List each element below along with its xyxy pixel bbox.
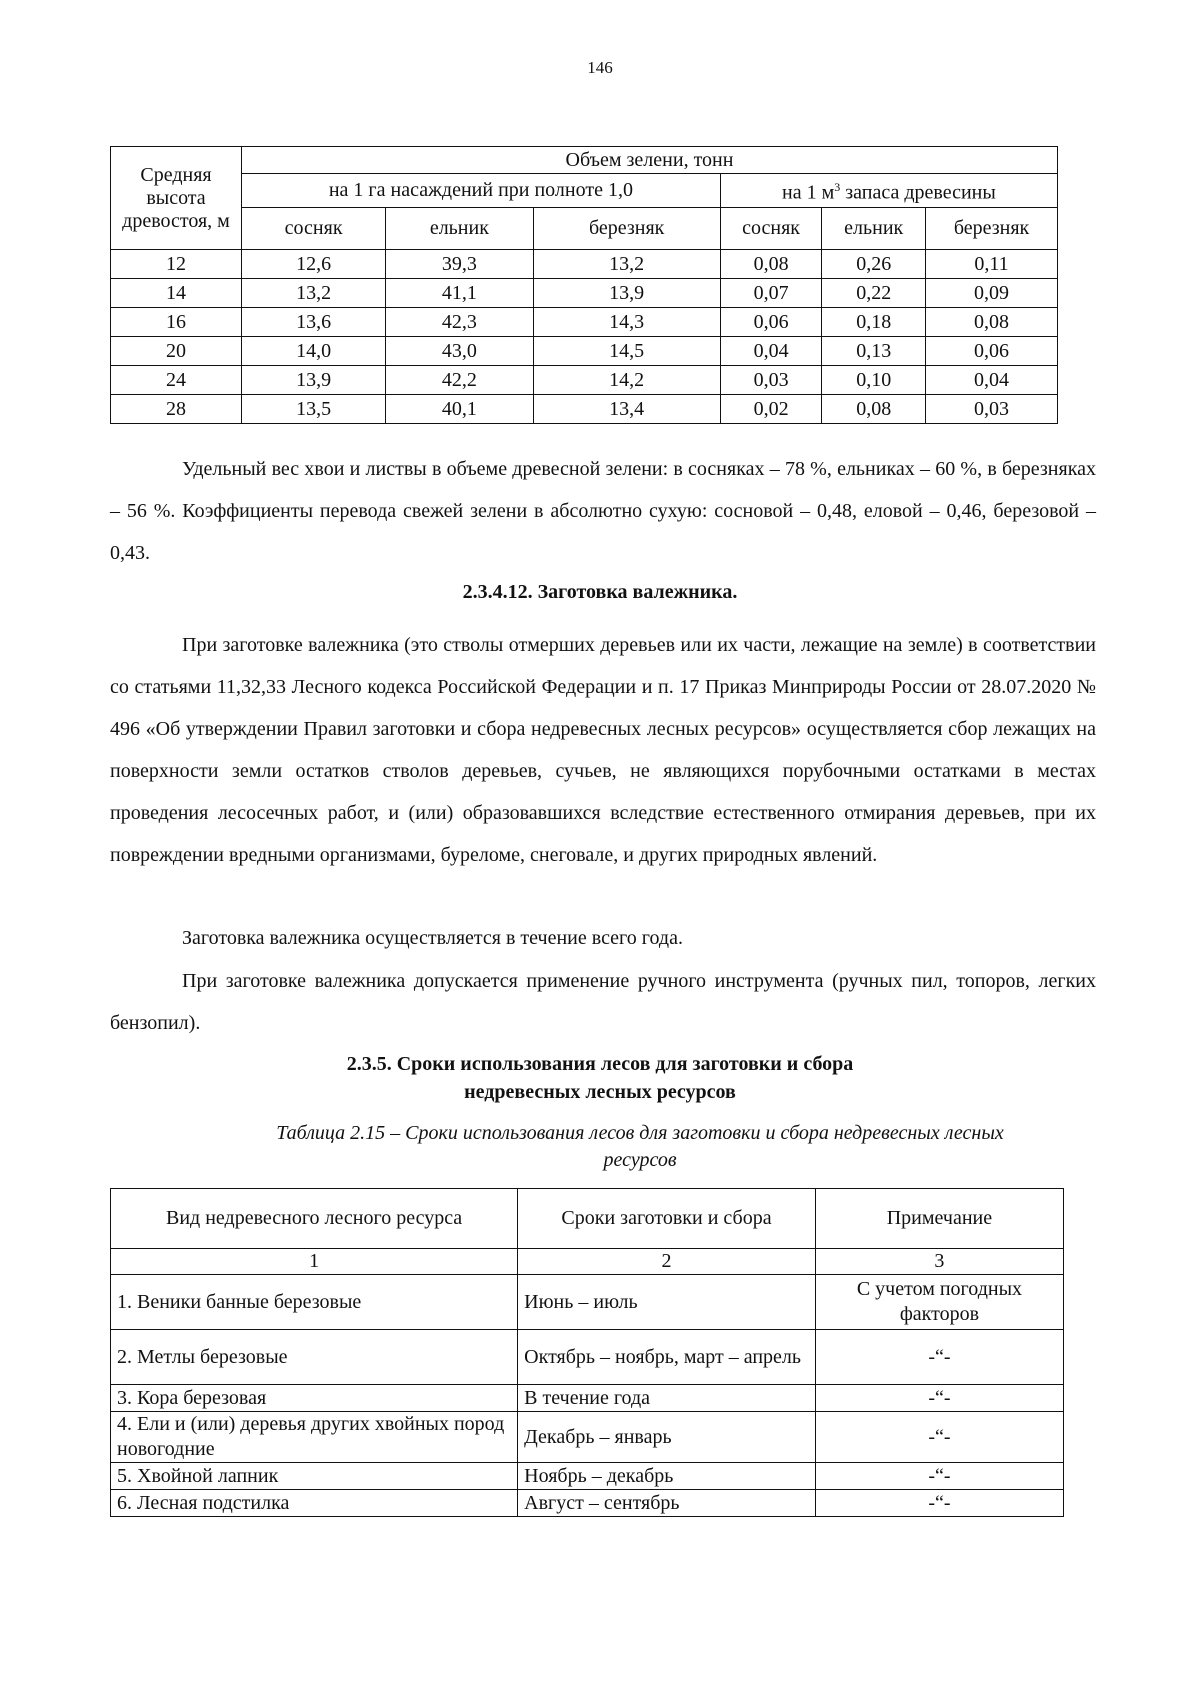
- table-cell: 0,04: [926, 366, 1058, 395]
- note-cell: -“-: [815, 1490, 1063, 1517]
- table-cell: 12,6: [242, 250, 386, 279]
- section-heading-terms: [0, 1050, 1200, 1106]
- table-cell: 0,06: [926, 337, 1058, 366]
- per-m3-header: на 1 $м^3$ запаса древесины: [720, 174, 1057, 208]
- table-cell: 0,10: [822, 366, 926, 395]
- table-caption-line2: ресурсов: [603, 1149, 677, 1171]
- note-cell: -“-: [815, 1463, 1063, 1490]
- table-cell: 0,18: [822, 308, 926, 337]
- resource-type-cell: 1. Веники банные березовые: [111, 1275, 518, 1330]
- table-cell: 39,3: [386, 250, 533, 279]
- note-header: Примечание: [815, 1189, 1063, 1249]
- section-heading-deadwood: 2.3.4.12. Заготовка валежника.: [462, 581, 738, 603]
- table-cell: 43,0: [386, 337, 533, 366]
- table-cell: 14,3: [533, 308, 720, 337]
- table-row: [111, 1463, 1064, 1490]
- resource-type-header: Вид недревесного лесного ресурса: [111, 1189, 518, 1249]
- column-number: 1: [111, 1249, 518, 1275]
- table-row: [111, 308, 1058, 337]
- table-cell: 41,1: [386, 279, 533, 308]
- height-column-header: Средняя высота древостоя, м: [111, 147, 242, 250]
- resource-type-cell: 3. Кора березовая: [111, 1385, 518, 1412]
- table-caption: [190, 1120, 1090, 1174]
- table-cell: 0,11: [926, 250, 1058, 279]
- terms-cell: Июнь – июль: [518, 1275, 816, 1330]
- terms-cell: Декабрь – январь: [518, 1412, 816, 1463]
- table-cell: 13,2: [533, 250, 720, 279]
- resource-type-cell: 5. Хвойной лапник: [111, 1463, 518, 1490]
- table-cell: 0,09: [926, 279, 1058, 308]
- table-cell: 0,08: [926, 308, 1058, 337]
- table-cell: 13,9: [533, 279, 720, 308]
- terms-table: [110, 1188, 1064, 1517]
- page-number: 146: [587, 58, 613, 77]
- table-cell: 0,03: [720, 366, 822, 395]
- terms-cell: Ноябрь – декабрь: [518, 1463, 816, 1490]
- paragraph-deadwood-rules: При заготовке валежника (это стволы отмерших деревьев или их части, лежащие на земле) в соответствии со статьями 11,32,33 Лесного кодекса Российской Федерации и п. 17 Приказ Минприроды России от 28.07.2020 № 496 «Об утверждении Правил заготовки и сбора недревесных лесных ресурсов» осуществляется сбор лежащих на поверхности земли остатков стволов деревьев, сучьев, не являющихся порубочными остатками в местах проведения лесосечных работ, и (или) образовавшихся вследствие естественного отмирания деревьев, при их повреждении вредными организмами, буреломе, снеговале, и других природных явлений.: [110, 634, 1096, 866]
- terms-cell: В течение года: [518, 1385, 816, 1412]
- table-cell: 40,1: [386, 395, 533, 424]
- table-cell: 0,13: [822, 337, 926, 366]
- row-height-cell: 14: [111, 279, 242, 308]
- table-cell: 0,07: [720, 279, 822, 308]
- table-cell: 13,2: [242, 279, 386, 308]
- table-caption-line1: Таблица 2.15 – Сроки использования лесов для заготовки и сбора недревесных лесных: [276, 1122, 1004, 1144]
- row-height-cell: 16: [111, 308, 242, 337]
- table-cell: 0,26: [822, 250, 926, 279]
- table-row: [111, 337, 1058, 366]
- table-cell: 0,06: [720, 308, 822, 337]
- table-cell: 14,5: [533, 337, 720, 366]
- terms-cell: Август – сентябрь: [518, 1490, 816, 1517]
- table-row: [111, 395, 1058, 424]
- table-row: [111, 1412, 1064, 1463]
- table-cell: 13,6: [242, 308, 386, 337]
- resource-type-cell: 6. Лесная подстилка: [111, 1490, 518, 1517]
- table-cell: 13,4: [533, 395, 720, 424]
- species-header: сосняк: [242, 208, 386, 250]
- table-cell: 13,9: [242, 366, 386, 395]
- terms-header: Сроки заготовки и сбора: [518, 1189, 816, 1249]
- table-cell: 14,0: [242, 337, 386, 366]
- row-height-cell: 28: [111, 395, 242, 424]
- species-header: сосняк: [720, 208, 822, 250]
- table-cell: 13,5: [242, 395, 386, 424]
- table-cell: 0,02: [720, 395, 822, 424]
- row-height-cell: 12: [111, 250, 242, 279]
- table-row: [111, 250, 1058, 279]
- resource-type-cell: 4. Ели и (или) деревья других хвойных пород новогодние: [111, 1412, 518, 1463]
- table-cell: 0,08: [720, 250, 822, 279]
- table-row: [111, 366, 1058, 395]
- resource-type-cell: 2. Метлы березовые: [111, 1330, 518, 1385]
- table-cell: 0,04: [720, 337, 822, 366]
- table-row: [111, 1275, 1064, 1330]
- section-heading-terms-line1: 2.3.5. Сроки использования лесов для заготовки и сбора: [346, 1053, 854, 1075]
- paragraph-green-share: Удельный вес хвои и листвы в объеме древесной зелени: в сосняках – 78 %, ельниках – 60 %, в березняках – 56 %. Коэффициенты перевода свежей зелени в абсолютно сухую: сосновой – 0,48, еловой – 0,46, березовой – 0,43.: [110, 458, 1096, 564]
- table-cell: 14,2: [533, 366, 720, 395]
- table-cell: 0,03: [926, 395, 1058, 424]
- row-height-cell: 24: [111, 366, 242, 395]
- green-volume-header: Объем зелени, тонн: [242, 147, 1058, 174]
- table-cell: 0,08: [822, 395, 926, 424]
- section-heading-terms-line2: недревесных лесных ресурсов: [464, 1081, 736, 1103]
- note-cell: -“-: [815, 1330, 1063, 1385]
- paragraph-deadwood-season: Заготовка валежника осуществляется в течение всего года.: [182, 927, 683, 949]
- terms-cell: Октябрь – ноябрь, март – апрель: [518, 1330, 816, 1385]
- row-height-cell: 20: [111, 337, 242, 366]
- per-hectare-header: на 1 га насаждений при полноте 1,0: [242, 174, 721, 208]
- note-cell: -“-: [815, 1412, 1063, 1463]
- table-row: [111, 279, 1058, 308]
- green-volume-table: [110, 146, 1058, 424]
- table-cell: 42,2: [386, 366, 533, 395]
- column-number: 3: [815, 1249, 1063, 1275]
- note-cell: С учетом погодных факторов: [815, 1275, 1063, 1330]
- table-cell: 0,22: [822, 279, 926, 308]
- table-row: [111, 1330, 1064, 1385]
- column-number: 2: [518, 1249, 816, 1275]
- species-header: березняк: [926, 208, 1058, 250]
- table-row: [111, 1385, 1064, 1412]
- species-header: березняк: [533, 208, 720, 250]
- note-cell: -“-: [815, 1385, 1063, 1412]
- table-row: [111, 1490, 1064, 1517]
- species-header: ельник: [822, 208, 926, 250]
- species-header: ельник: [386, 208, 533, 250]
- table-cell: 42,3: [386, 308, 533, 337]
- paragraph-deadwood-tools: При заготовке валежника допускается применение ручного инструмента (ручных пил, топоров, легких бензопил).: [110, 970, 1096, 1034]
